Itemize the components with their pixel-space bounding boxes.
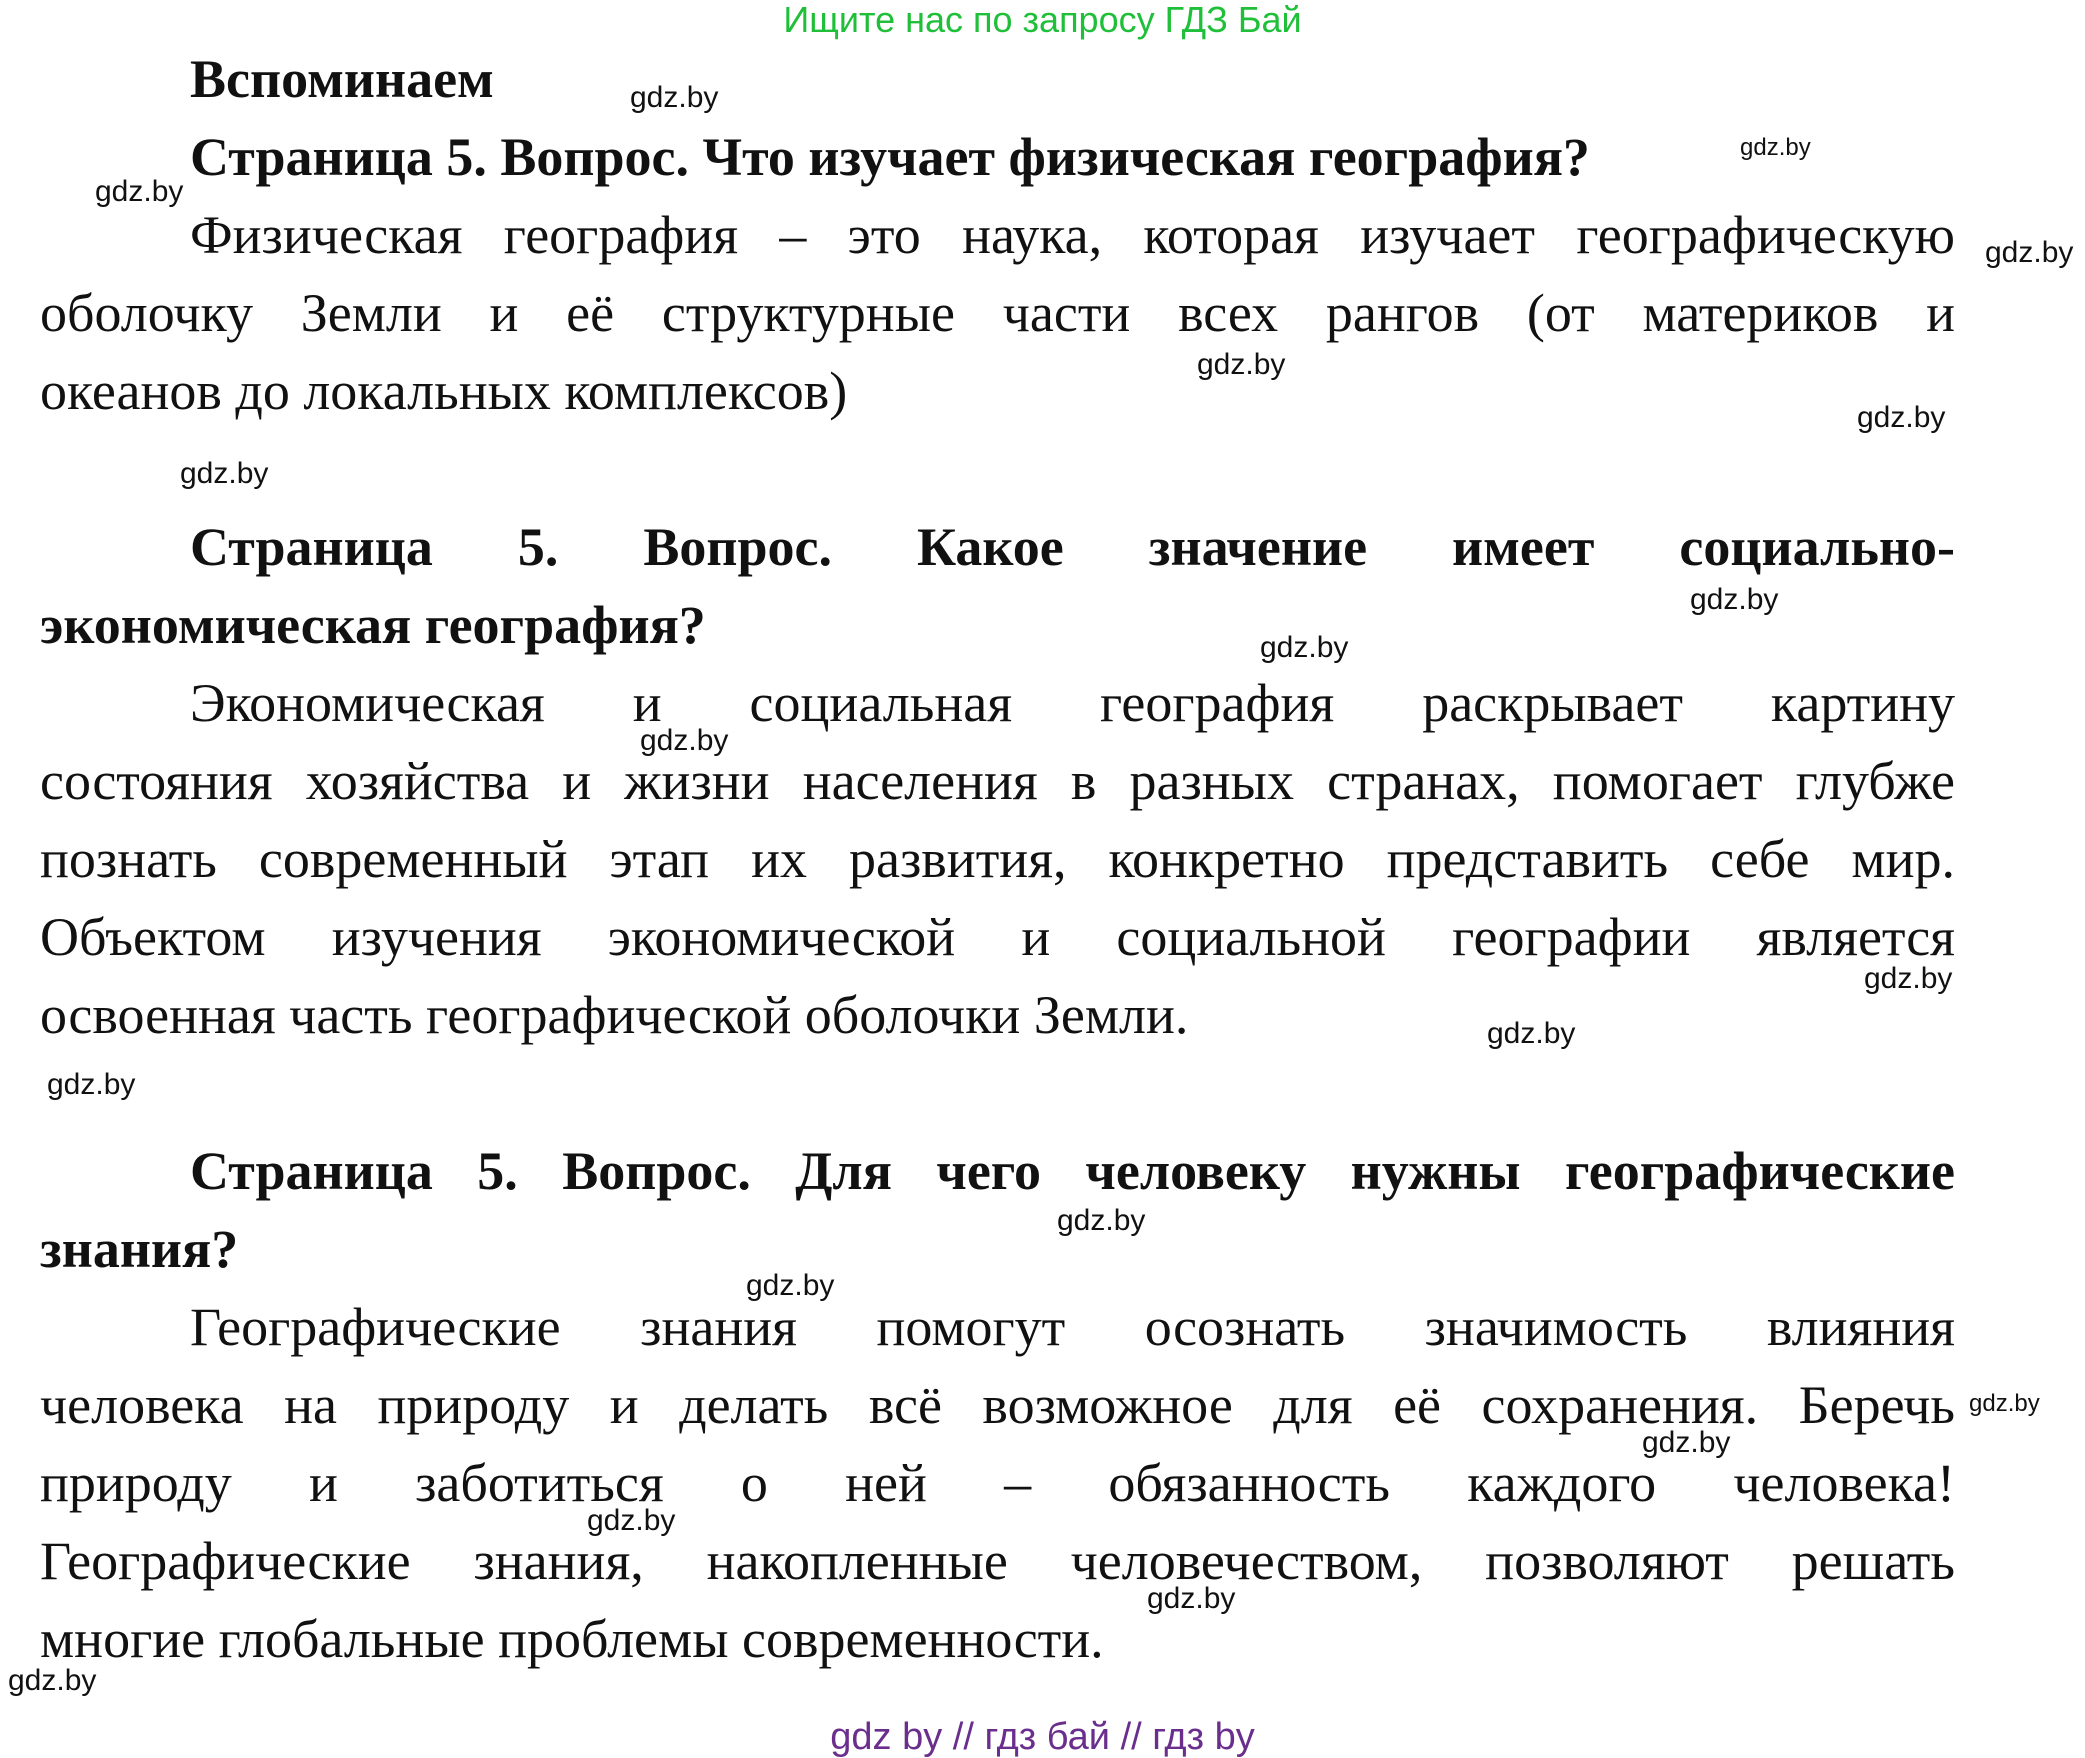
section-heading: Вспоминаем (190, 49, 494, 109)
question-2-title: экономическая география? (40, 595, 706, 655)
watermark: gdz.by (1147, 1582, 1236, 1615)
watermark: gdz.by (630, 81, 719, 114)
top-banner: Ищите нас по запросу ГДЗ Бай (783, 0, 1302, 40)
watermark: gdz.by (1985, 236, 2074, 269)
spacer (40, 430, 1955, 508)
watermark: gdz.by (1864, 962, 1953, 995)
watermark: gdz.by (1260, 631, 1349, 664)
watermark: gdz.by (1690, 583, 1779, 616)
watermark: gdz.by (1057, 1204, 1146, 1237)
question-3-answer-line: человека на природу и делать всё возможное для её сохранения. Беречь (40, 1375, 1955, 1435)
watermark: gdz.by (1740, 134, 1811, 161)
watermark: gdz.by (8, 1664, 97, 1697)
question-3-answer-line: Географические знания помогут осознать значимость влияния (190, 1297, 1955, 1357)
watermark: gdz.by (1857, 401, 1946, 434)
question-3-answer-line: Географические знания, накопленные человечеством, позволяют решать (40, 1531, 1955, 1591)
watermark: gdz.by (1642, 1426, 1731, 1459)
question-2-answer-line: познать современный этап их развития, конкретно представить себе мир. (40, 829, 1955, 889)
question-2-answer-line: освоенная часть географической оболочки Земли. (40, 985, 1189, 1045)
question-1-title: Страница 5. Вопрос. Что изучает физическая география? (190, 127, 1590, 187)
question-1-answer-line: океанов до локальных комплексов) (40, 361, 848, 421)
watermark: gdz.by (746, 1269, 835, 1302)
watermark: gdz.by (47, 1068, 136, 1101)
question-2-title: Страница 5. Вопрос. Какое значение имеет социально- (190, 517, 1955, 577)
watermark: gdz.by (1487, 1017, 1576, 1050)
watermark: gdz.by (640, 724, 729, 757)
watermark: gdz.by (1197, 348, 1286, 381)
question-3-title: знания? (40, 1219, 239, 1279)
watermark: gdz.by (95, 175, 184, 208)
question-3-title: Страница 5. Вопрос. Для чего человеку нужны географические (190, 1141, 1955, 1201)
question-3-answer-line: многие глобальные проблемы современности. (40, 1609, 1104, 1669)
question-2-answer-line: Экономическая и социальная география раскрывает картину (190, 673, 1955, 733)
question-1-answer-line: оболочку Земли и её структурные части всех рангов (от материков и (40, 283, 1955, 343)
spacer (40, 1054, 1955, 1132)
watermark: gdz.by (587, 1504, 676, 1537)
watermark: gdz.by (180, 457, 269, 490)
question-1-answer-line: Физическая география – это наука, которая изучает географическую (190, 205, 1955, 265)
question-2-answer-line: состояния хозяйства и жизни населения в разных странах, помогает глубже (40, 751, 1955, 811)
footer-links: gdz by // гдз бай // гдз by (830, 1716, 1255, 1758)
watermark: gdz.by (1969, 1390, 2040, 1417)
question-3-answer-line: природу и заботиться о ней – обязанность каждого человека! (40, 1453, 1955, 1513)
question-2-answer-line: Объектом изучения экономической и социальной географии является (40, 907, 1955, 967)
